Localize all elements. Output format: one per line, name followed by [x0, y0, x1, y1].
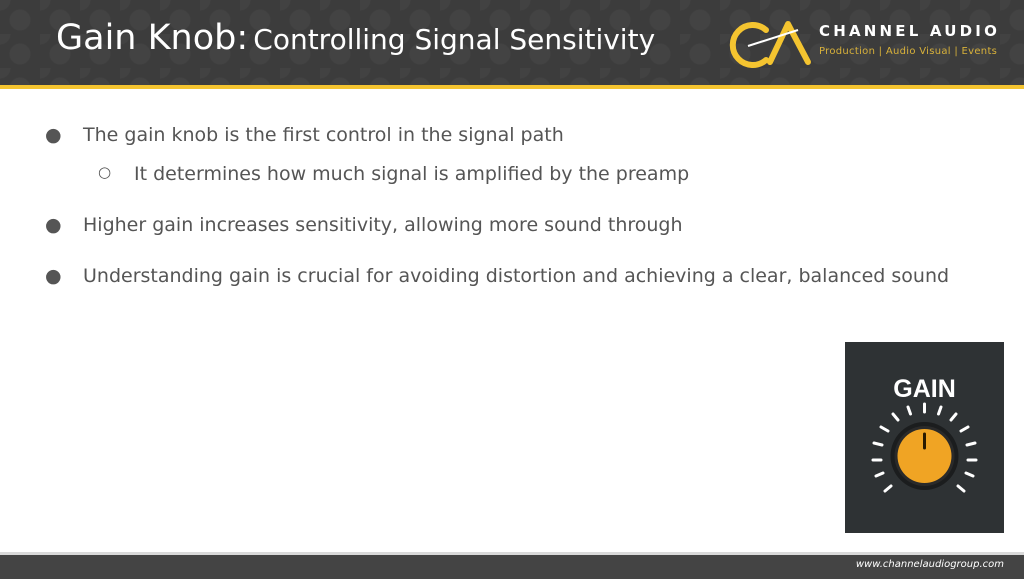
knob-label: GAIN — [893, 375, 956, 403]
gain-knob-image — [845, 342, 1004, 533]
bullet-text: The gain knob is the first control in the signal path — [83, 124, 564, 146]
bullet-item — [45, 124, 564, 146]
footer-bar — [0, 552, 1024, 579]
bullet-dot-icon: ● — [45, 124, 62, 146]
bullet-item — [45, 214, 683, 236]
bullet-text: It determines how much signal is amplified by the preamp — [134, 163, 690, 185]
logo-name: CHANNEL AUDIO — [819, 22, 1001, 40]
bullet-dot-icon: ● — [45, 214, 62, 236]
bullet-circle-icon: ○ — [98, 163, 112, 181]
sub-bullet-item — [98, 163, 690, 185]
bullet-dot-icon: ● — [45, 265, 62, 287]
bullet-text: Understanding gain is crucial for avoiding distortion and achieving a clear, balanced sound — [83, 265, 950, 287]
title-main: Gain Knob: — [56, 18, 249, 58]
title-sub: Controlling Signal Sensitivity — [253, 23, 656, 56]
logo-tagline: Production | Audio Visual | Events — [819, 46, 998, 57]
bullet-item — [45, 265, 950, 287]
footer-url[interactable]: www.channelaudiogroup.com — [855, 559, 1004, 570]
gain-knob-icon — [845, 342, 1004, 533]
bullet-text: Higher gain increases sensitivity, allowing more sound through — [83, 214, 683, 236]
